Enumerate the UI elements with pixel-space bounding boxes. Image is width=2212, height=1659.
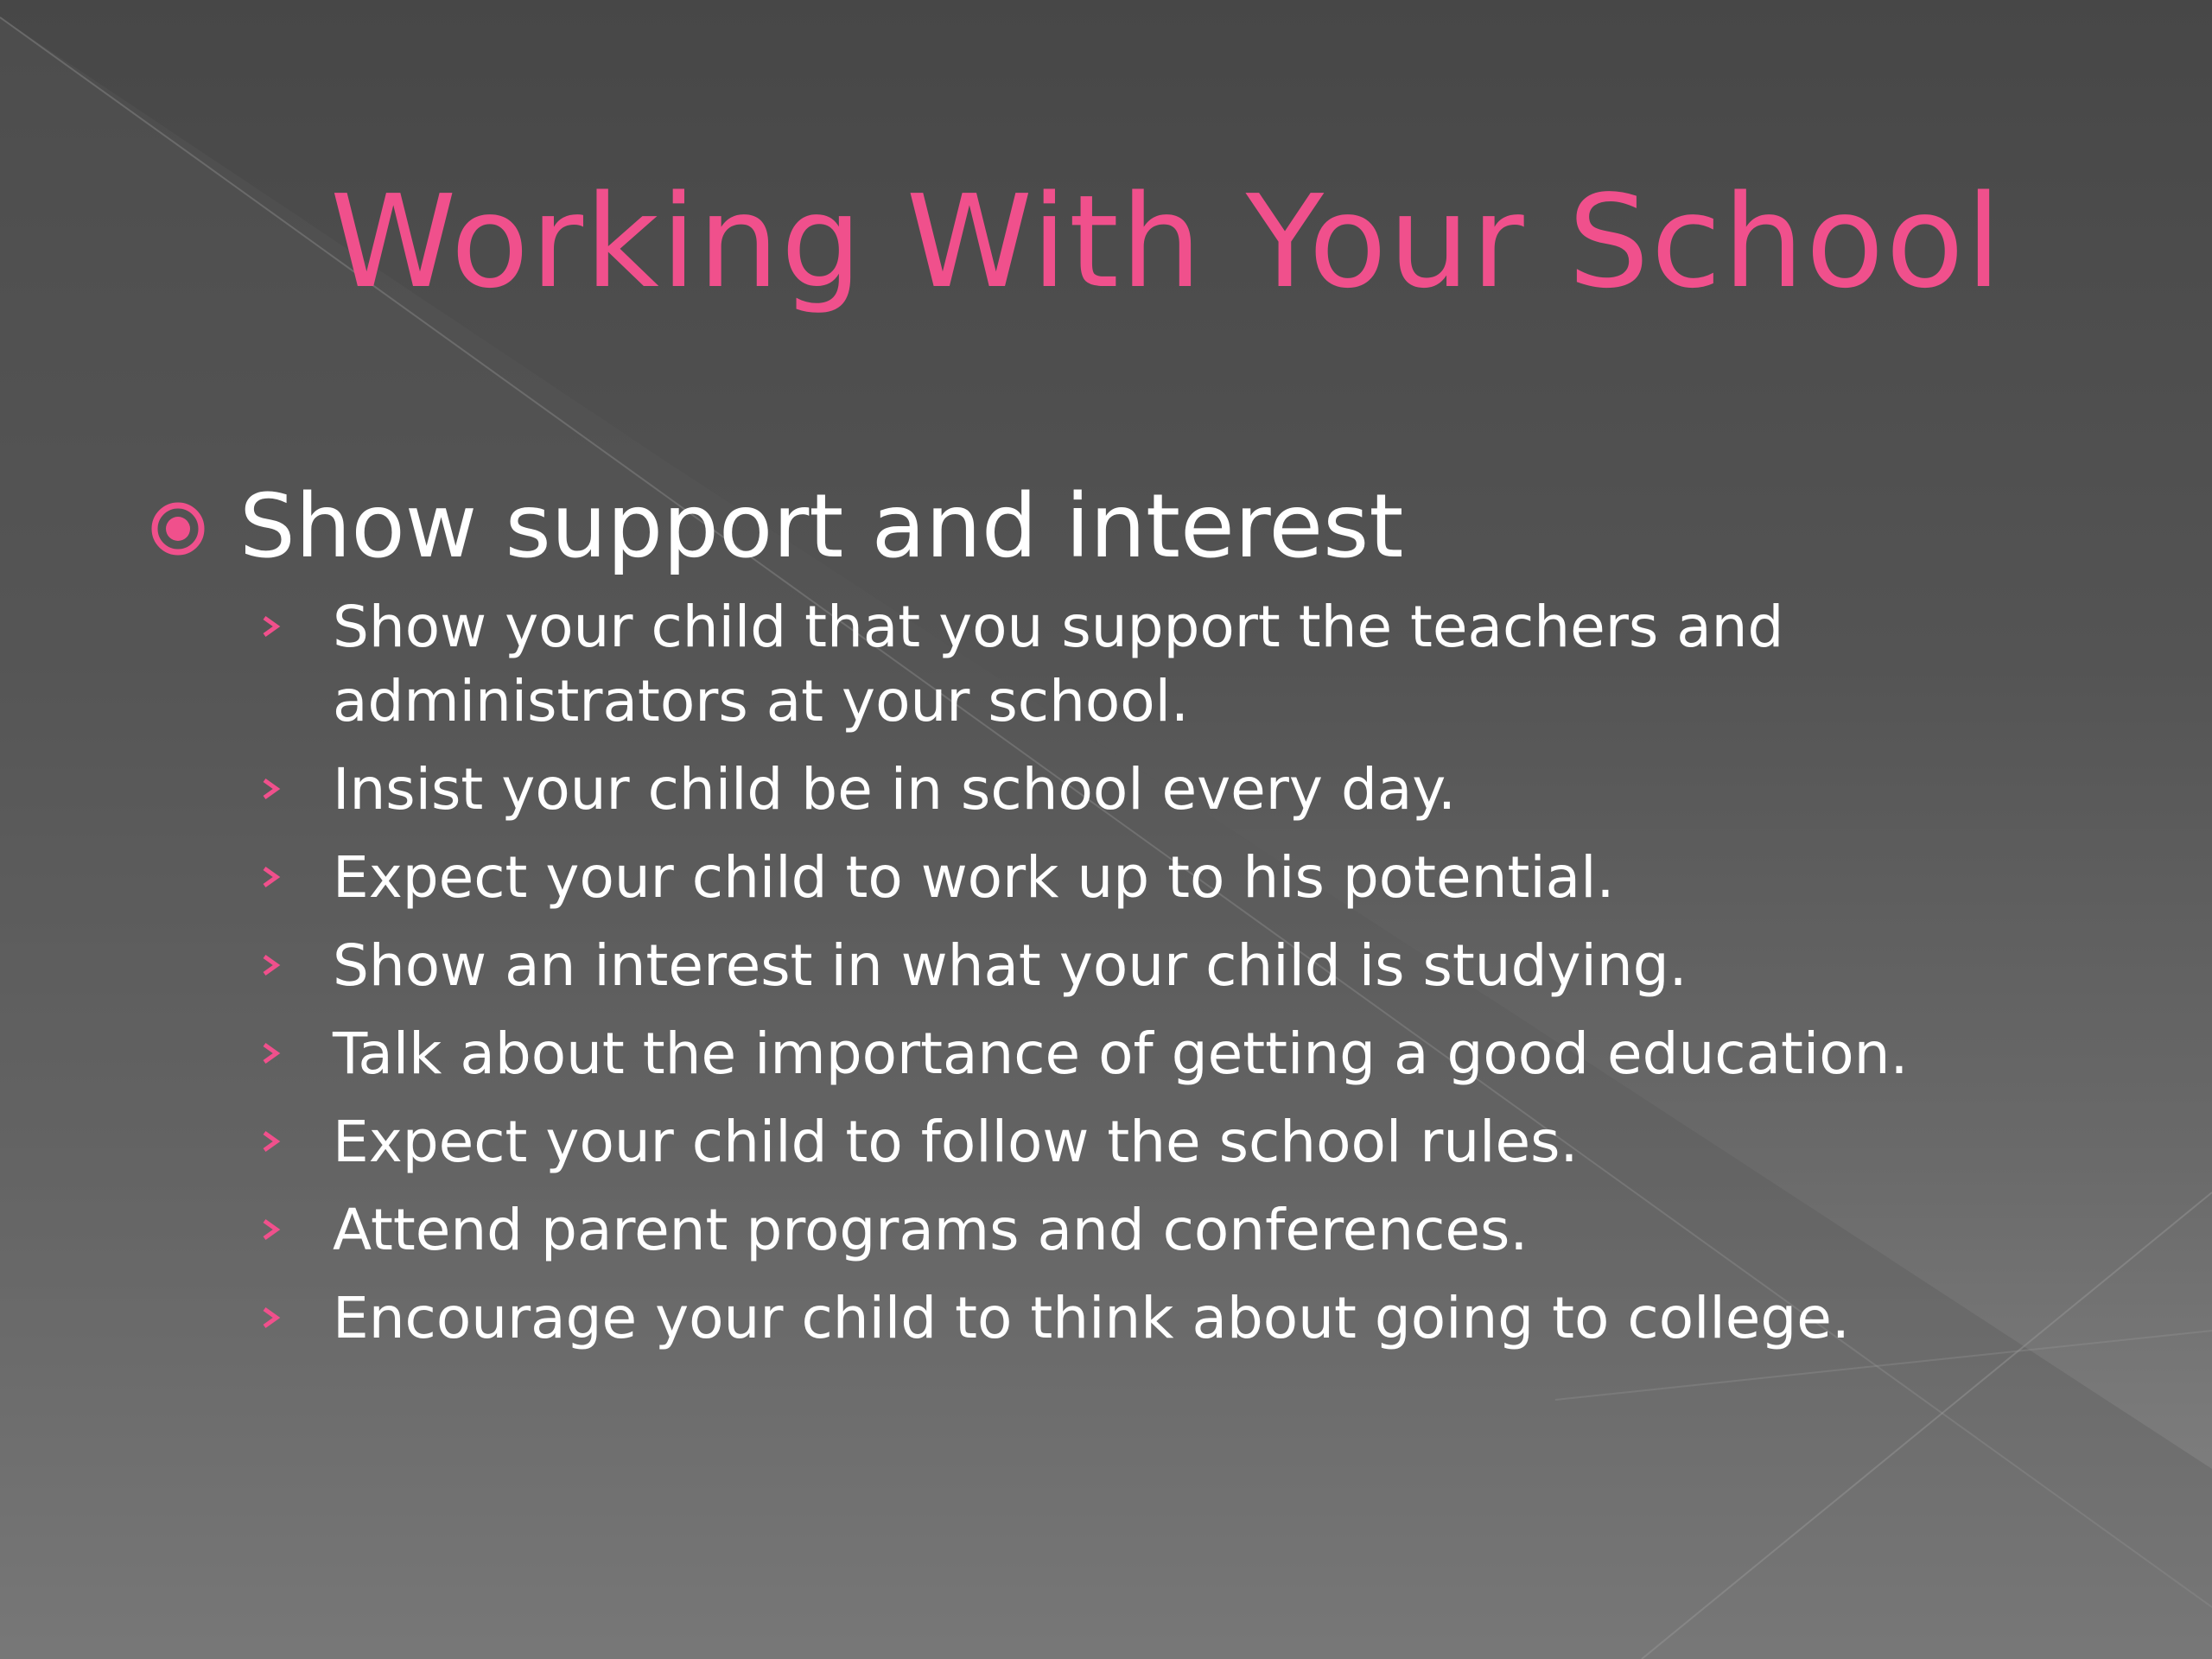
sub-bullet-item (259, 929, 2160, 1003)
chevron-right-icon (259, 943, 282, 988)
sub-bullet-text: Talk about the importance of getting a good education. (333, 1020, 1909, 1087)
main-bullet (151, 471, 2139, 583)
slide-title: Working With Your School (329, 168, 2004, 316)
sub-bullet-item (259, 841, 2160, 915)
sub-bullet-text: Encourage your child to think about going to college. (333, 1285, 1850, 1351)
chevron-right-icon (259, 766, 282, 811)
chevron-right-icon (259, 604, 282, 649)
sub-bullet-text: Attend parent programs and conferences. (333, 1197, 1529, 1263)
sub-bullet-text: Expect your child to work up to his potential. (333, 844, 1615, 911)
sub-bullet-item (259, 1105, 2160, 1179)
sub-bullet-text: Show an interest in what your child is studying. (333, 932, 1688, 999)
sub-bullet-item (259, 1193, 2160, 1268)
chevron-right-icon (259, 1031, 282, 1076)
chevron-right-icon (259, 1119, 282, 1164)
sub-bullet-item (259, 1017, 2160, 1091)
chevron-right-icon (259, 855, 282, 899)
chevron-right-icon (259, 1207, 282, 1252)
main-bullet-text: Show support and interest (239, 475, 1404, 578)
target-circle-icon (151, 502, 205, 556)
sub-bullet-text: Expect your child to follow the school rules. (333, 1109, 1579, 1175)
sub-bullet-text: Show your child that you support the teachers and administrators at your school. (333, 594, 1784, 734)
sub-bullet-list (259, 590, 2160, 1370)
chevron-right-icon (259, 1295, 282, 1340)
sub-bullet-item (259, 590, 2160, 739)
sub-bullet-item (259, 1281, 2160, 1356)
sub-bullet-item (259, 753, 2160, 827)
sub-bullet-text: Insist your child be in school every day. (333, 756, 1456, 823)
